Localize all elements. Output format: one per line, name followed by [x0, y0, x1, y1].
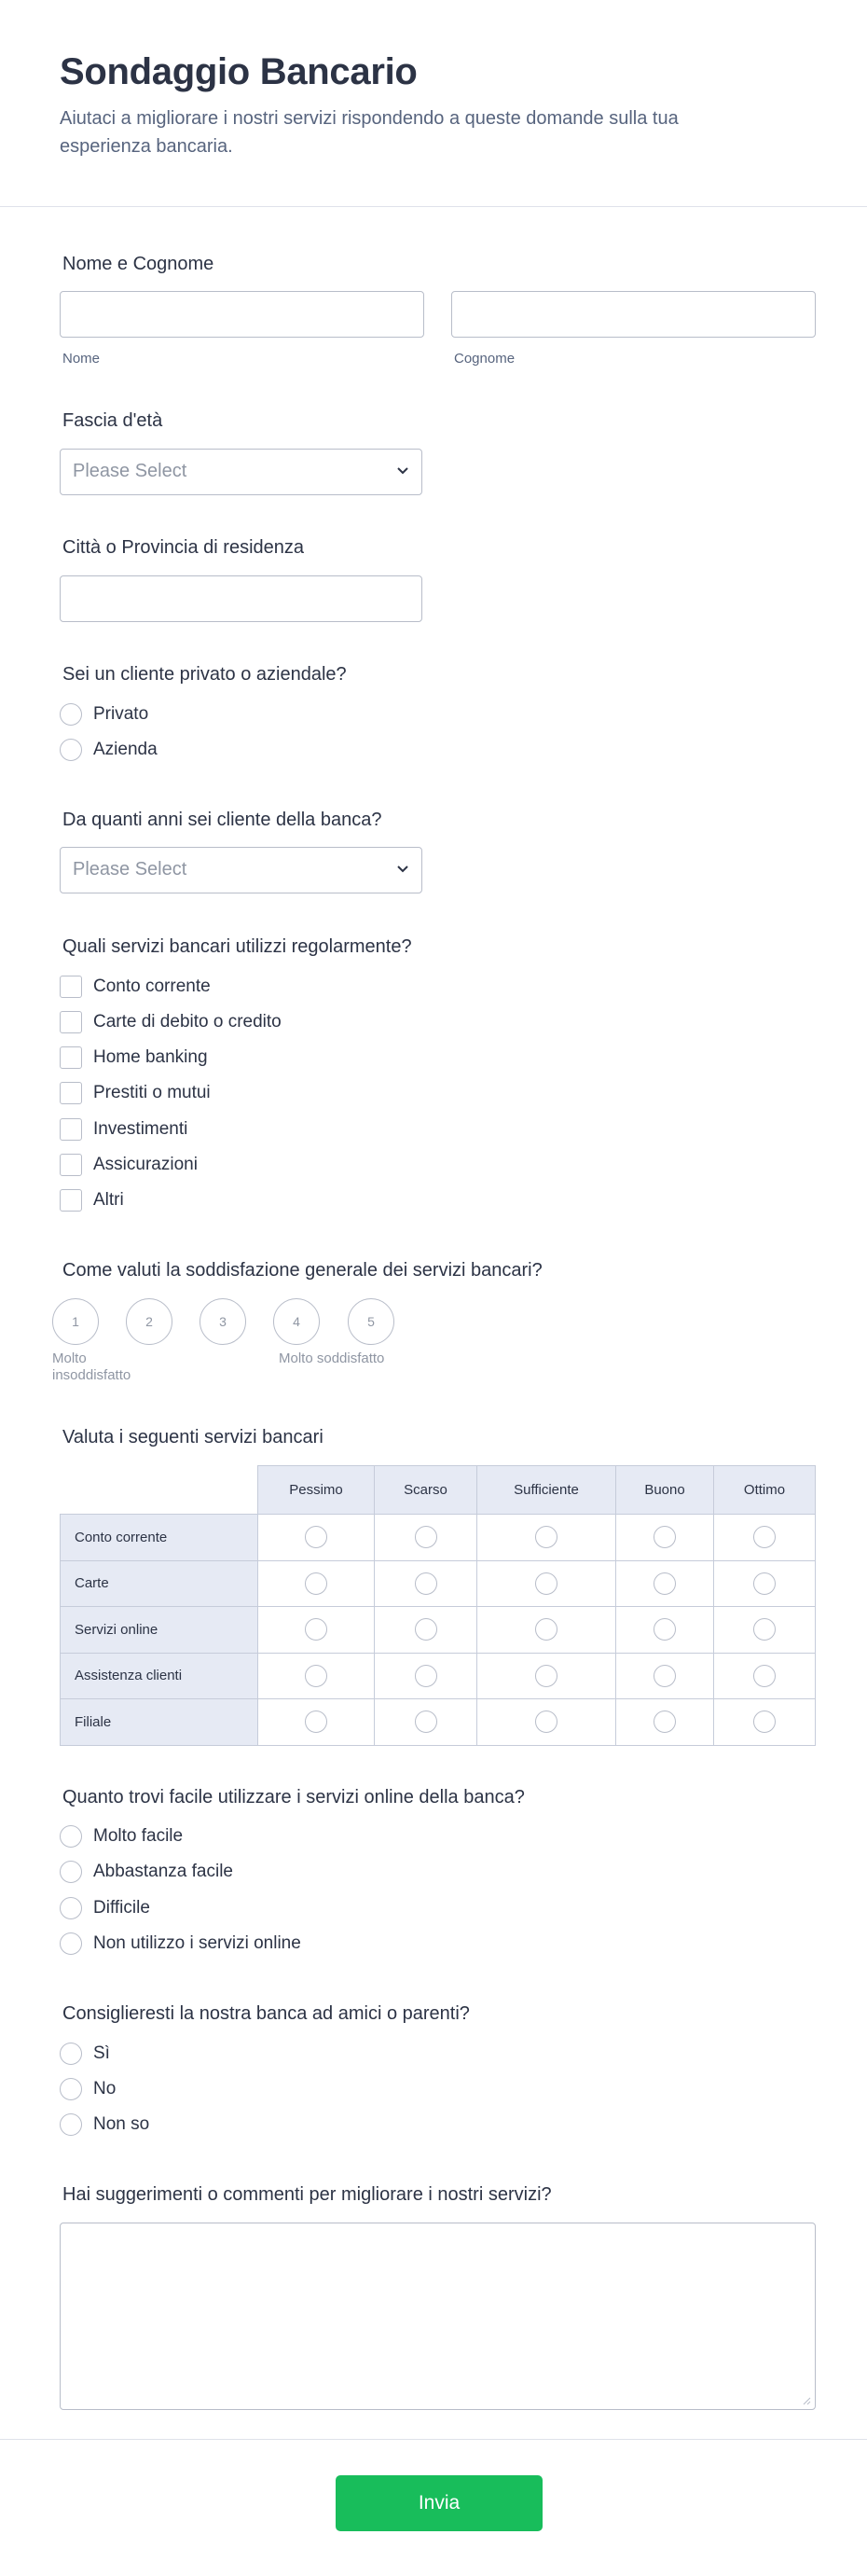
services-option[interactable]: [60, 1081, 211, 1105]
matrix-cell[interactable]: [375, 1699, 477, 1746]
radio-button[interactable]: [60, 739, 82, 761]
age-label-wrap: [60, 409, 162, 433]
radio-button[interactable]: [305, 1572, 327, 1595]
radio-button[interactable]: [60, 2043, 82, 2065]
option-label: Conto corrente: [93, 976, 211, 996]
matrix-cell[interactable]: [714, 1653, 816, 1699]
radio-button[interactable]: [305, 1665, 327, 1687]
checkbox[interactable]: [60, 976, 82, 998]
comments-textarea[interactable]: [60, 2223, 816, 2410]
matrix-cell[interactable]: [375, 1653, 477, 1699]
services-label: Quali servizi bancari utilizzi regolarmente?: [62, 936, 412, 957]
online-ease-label-wrap: [60, 1785, 525, 1809]
matrix-cell[interactable]: [616, 1607, 714, 1654]
client-type-label: Sei un cliente privato o aziendale?: [62, 664, 347, 685]
matrix-label-wrap: [60, 1425, 323, 1449]
matrix-cell[interactable]: [258, 1699, 375, 1746]
form-header: [0, 0, 867, 207]
matrix-row: [61, 1560, 816, 1607]
matrix-cell[interactable]: [258, 1607, 375, 1654]
option-label: Difficile: [93, 1898, 150, 1918]
name-label-wrap: [60, 252, 213, 276]
scale-high-label: Molto soddisfatto: [279, 1350, 385, 1366]
scale-option-1[interactable]: 1: [52, 1298, 99, 1345]
option-label: Investimenti: [93, 1119, 188, 1139]
matrix-row-label: Filiale: [61, 1699, 258, 1746]
comments-label: Hai suggerimenti o commenti per migliorare i nostri servizi?: [62, 2184, 552, 2205]
services-option[interactable]: [60, 1046, 208, 1070]
form-footer: [0, 2439, 867, 2576]
submit-button[interactable]: Invia: [336, 2475, 543, 2531]
matrix-cell[interactable]: [616, 1653, 714, 1699]
services-option[interactable]: [60, 1117, 187, 1142]
matrix-col-header: Ottimo: [714, 1466, 816, 1515]
years-select[interactable]: [60, 847, 422, 893]
checkbox[interactable]: [60, 1011, 82, 1033]
radio-button[interactable]: [535, 1526, 557, 1548]
radio-button[interactable]: [654, 1665, 676, 1687]
checkbox[interactable]: [60, 1046, 82, 1069]
matrix-cell[interactable]: [714, 1699, 816, 1746]
scale-option-3[interactable]: 3: [200, 1298, 246, 1345]
client-type-label-wrap: [60, 662, 347, 686]
satisfaction-label-wrap: [60, 1258, 543, 1282]
first-name-sublabel: Nome: [62, 351, 101, 367]
radio-button[interactable]: [753, 1572, 776, 1595]
radio-button[interactable]: [415, 1710, 437, 1733]
resize-handle-icon[interactable]: [802, 2396, 811, 2405]
scale-option-4[interactable]: 4: [273, 1298, 320, 1345]
radio-button[interactable]: [535, 1665, 557, 1687]
radio-button[interactable]: [60, 1861, 82, 1883]
radio-button[interactable]: [415, 1618, 437, 1641]
recommend-option[interactable]: [60, 2112, 149, 2137]
scale-option-2[interactable]: 2: [126, 1298, 172, 1345]
scale-low-label-line1: Molto: [52, 1350, 87, 1366]
matrix-cell[interactable]: [616, 1699, 714, 1746]
radio-button[interactable]: [305, 1618, 327, 1641]
scale-option-5[interactable]: 5: [348, 1298, 394, 1345]
radio-button[interactable]: [753, 1618, 776, 1641]
years-label-wrap: [60, 808, 381, 832]
matrix-col-header: Pessimo: [258, 1466, 375, 1515]
option-label: Carte di debito o credito: [93, 1012, 282, 1032]
satisfaction-label: Come valuti la soddisfazione generale dei servizi bancari?: [62, 1260, 543, 1281]
matrix-label: Valuta i seguenti servizi bancari: [62, 1427, 323, 1447]
form-title: Sondaggio Bancario: [60, 51, 418, 92]
matrix-cell[interactable]: [477, 1607, 616, 1654]
option-label: Azienda: [93, 740, 158, 759]
radio-button[interactable]: [305, 1710, 327, 1733]
last-name-sublabel: Cognome: [454, 351, 516, 367]
matrix-cell[interactable]: [714, 1607, 816, 1654]
name-label: Nome e Cognome: [62, 254, 214, 274]
radio-button[interactable]: [305, 1526, 327, 1548]
option-label: Assicurazioni: [93, 1155, 198, 1174]
matrix-row: [61, 1515, 816, 1561]
option-label: Privato: [93, 704, 149, 724]
matrix-cell[interactable]: [375, 1560, 477, 1607]
first-name-input[interactable]: [60, 291, 424, 338]
radio-button[interactable]: [535, 1710, 557, 1733]
age-label: Fascia d'età: [62, 410, 163, 431]
matrix-cell[interactable]: [714, 1560, 816, 1607]
matrix-col-header: Buono: [616, 1466, 714, 1515]
option-label: Altri: [93, 1190, 124, 1210]
matrix-cell[interactable]: [477, 1560, 616, 1607]
option-label: Home banking: [93, 1047, 208, 1067]
radio-button[interactable]: [654, 1618, 676, 1641]
matrix-row: [61, 1653, 816, 1699]
checkbox[interactable]: [60, 1154, 82, 1176]
online-ease-option[interactable]: [60, 1896, 150, 1920]
option-label: Abbastanza facile: [93, 1862, 233, 1881]
matrix-cell[interactable]: [477, 1653, 616, 1699]
radio-button[interactable]: [753, 1710, 776, 1733]
radio-button[interactable]: [535, 1572, 557, 1595]
radio-button[interactable]: [535, 1618, 557, 1641]
services-label-wrap: [60, 935, 412, 959]
radio-button[interactable]: [415, 1526, 437, 1548]
matrix-cell[interactable]: [477, 1699, 616, 1746]
years-select-placeholder: Please Select: [73, 859, 187, 879]
matrix-row-label: Carte: [61, 1560, 258, 1607]
city-input[interactable]: [60, 575, 422, 622]
radio-button[interactable]: [60, 703, 82, 726]
matrix-cell[interactable]: [477, 1515, 616, 1561]
radio-button[interactable]: [654, 1526, 676, 1548]
matrix-row: [61, 1607, 816, 1654]
matrix-cell[interactable]: [714, 1515, 816, 1561]
option-label: Molto facile: [93, 1826, 184, 1846]
matrix-row-label: Conto corrente: [61, 1515, 258, 1561]
online-ease-option[interactable]: [60, 1860, 233, 1884]
form-subtitle: Aiutaci a migliorare i nostri servizi rispondendo a queste domande sulla tua esperienza bancaria.: [60, 108, 679, 157]
matrix-col-header: Sufficiente: [477, 1466, 616, 1515]
matrix-cell[interactable]: [616, 1560, 714, 1607]
age-select-placeholder: Please Select: [73, 461, 187, 481]
matrix-cell[interactable]: [375, 1607, 477, 1654]
matrix-cell[interactable]: [258, 1653, 375, 1699]
radio-button[interactable]: [415, 1572, 437, 1595]
client-type-option[interactable]: [60, 738, 158, 762]
matrix-row: [61, 1699, 816, 1746]
matrix-cell[interactable]: [616, 1515, 714, 1561]
radio-button[interactable]: [654, 1572, 676, 1595]
checkbox[interactable]: [60, 1118, 82, 1141]
matrix-header-row: [61, 1466, 816, 1515]
radio-button[interactable]: [753, 1665, 776, 1687]
services-option[interactable]: [60, 975, 211, 999]
matrix-cell[interactable]: [375, 1515, 477, 1561]
radio-button[interactable]: [60, 2113, 82, 2136]
radio-button[interactable]: [60, 1932, 82, 1955]
checkbox[interactable]: [60, 1189, 82, 1212]
online-ease-option[interactable]: [60, 1824, 183, 1849]
matrix-corner: [61, 1466, 258, 1515]
option-label: Sì: [93, 2043, 110, 2063]
age-select[interactable]: [60, 449, 422, 495]
city-label: Città o Provincia di residenza: [62, 537, 305, 558]
comments-label-wrap: [60, 2182, 552, 2207]
services-option[interactable]: [60, 1010, 282, 1034]
online-ease-label: Quanto trovi facile utilizzare i servizi online della banca?: [62, 1787, 525, 1807]
radio-button[interactable]: [60, 1897, 82, 1919]
online-ease-option[interactable]: [60, 1932, 301, 1956]
radio-button[interactable]: [60, 2078, 82, 2100]
scale-low-label-line2: insoddisfatto: [52, 1367, 131, 1383]
rating-matrix: [60, 1465, 816, 1746]
option-label: Non so: [93, 2114, 150, 2134]
matrix-cell[interactable]: [258, 1560, 375, 1607]
radio-button[interactable]: [415, 1665, 437, 1687]
matrix-col-header: Scarso: [375, 1466, 477, 1515]
services-option[interactable]: [60, 1153, 198, 1177]
scale-low-label: [52, 1350, 131, 1384]
option-label: Non utilizzo i servizi online: [93, 1933, 301, 1953]
radio-button[interactable]: [654, 1710, 676, 1733]
recommend-label: Consiglieresti la nostra banca ad amici o parenti?: [62, 2003, 470, 2024]
years-label: Da quanti anni sei cliente della banca?: [62, 810, 382, 830]
chevron-down-icon: [395, 861, 410, 876]
checkbox[interactable]: [60, 1082, 82, 1104]
recommend-option[interactable]: [60, 2042, 110, 2066]
matrix-cell[interactable]: [258, 1515, 375, 1561]
chevron-down-icon: [395, 463, 410, 478]
client-type-option[interactable]: [60, 702, 148, 727]
option-label: Prestiti o mutui: [93, 1083, 211, 1102]
recommend-label-wrap: [60, 2001, 470, 2026]
radio-button[interactable]: [753, 1526, 776, 1548]
recommend-option[interactable]: [60, 2077, 116, 2101]
matrix-row-label: Servizi online: [61, 1607, 258, 1654]
city-label-wrap: [60, 535, 304, 560]
matrix-row-label: Assistenza clienti: [61, 1653, 258, 1699]
radio-button[interactable]: [60, 1825, 82, 1848]
option-label: No: [93, 2079, 117, 2098]
last-name-input[interactable]: [451, 291, 816, 338]
services-option[interactable]: [60, 1188, 124, 1212]
